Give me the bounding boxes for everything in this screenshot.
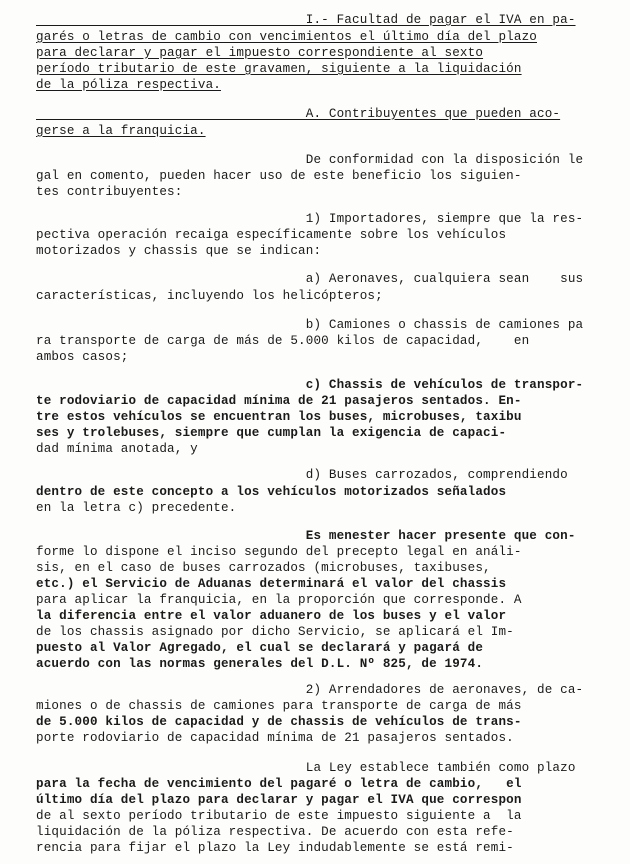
paragraph-line: liquidación de la póliza respectiva. De acuerdo con esta refe-	[36, 825, 514, 839]
paragraph-line: La Ley establece también como plazo	[36, 761, 576, 775]
item-2-line: porte rodoviario de capacidad mínima de 21 pasajeros sentados.	[36, 731, 514, 745]
paragraph-line: sis, en el caso de buses carrozados (microbuses, taxibuses,	[36, 561, 491, 575]
paragraph-line: De conformidad con la disposición le	[36, 153, 584, 167]
item-b-line: ra transporte de carga de más de 5.000 kilos de capacidad, en	[36, 334, 530, 348]
paragraph-line: para la fecha de vencimiento del pagaré o letra de cambio, el	[36, 777, 522, 791]
item-b-line: ambos casos;	[36, 350, 129, 364]
item-c-line: tre estos vehículos se encuentran los buses, microbuses, taxibu	[36, 410, 522, 424]
heading-line-3: para declarar y pagar el impuesto correspondiente al sexto	[36, 46, 484, 60]
heading-line-4: período tributario de este gravamen, siguiente a la liquidación	[36, 62, 522, 76]
subheading-line-2: gerse a la franquicia.	[36, 124, 206, 138]
item-b-line: b) Camiones o chassis de camiones pa	[36, 318, 584, 332]
heading-line-5: de la póliza respectiva.	[36, 78, 221, 92]
item-c-line: ses y trolebuses, siempre que cumplan la exigencia de capaci-	[36, 426, 507, 440]
item-1-line: motorizados y chassis que se indican:	[36, 244, 322, 258]
paragraph-line: Es menester hacer presente que con-	[36, 529, 576, 543]
item-d-line: d) Buses carrozados, comprendiendo	[36, 468, 568, 482]
paragraph-line: rencia para fijar el plazo la Ley indudablemente se está remi-	[36, 841, 514, 855]
paragraph-line: gal en comento, pueden hacer uso de este beneficio los siguien-	[36, 169, 522, 183]
item-d-line: en la letra c) precedente.	[36, 501, 237, 515]
paragraph-line: forme lo dispone el inciso segundo del precepto legal en análi-	[36, 545, 522, 559]
item-2-line: miones o de chassis de camiones para transporte de carga de más	[36, 699, 522, 713]
item-1-line: pectiva operación recaiga específicamente sobre los vehículos	[36, 228, 507, 242]
paragraph-line: puesto al Valor Agregado, el cual se declarará y pagará de	[36, 641, 484, 655]
paragraph-line: de al sexto período tributario de este impuesto siguiente a la	[36, 809, 522, 823]
subheading-line-1: A. Contribuyentes que pueden aco-	[36, 107, 561, 121]
item-a-line: a) Aeronaves, cualquiera sean sus	[36, 272, 584, 286]
item-c-line: c) Chassis de vehículos de transpor-	[36, 378, 584, 392]
item-d-line: dentro de este concepto a los vehículos motorizados señalados	[36, 485, 507, 499]
item-a-line: características, incluyendo los helicópteros;	[36, 289, 383, 303]
heading-line-2: garés o letras de cambio con vencimientos el último día del plazo	[36, 30, 537, 44]
paragraph-line: la diferencia entre el valor aduanero de los buses y el valor	[36, 609, 507, 623]
item-c-line: te rodoviario de capacidad mínima de 21 pasajeros sentados. En-	[36, 394, 522, 408]
paragraph-line: último día del plazo para declarar y pagar el IVA que correspon	[36, 793, 522, 807]
item-2-line: 2) Arrendadores de aeronaves, de ca-	[36, 683, 584, 697]
item-2-line: de 5.000 kilos de capacidad y de chassis de vehículos de trans-	[36, 715, 522, 729]
heading-line-1: I.- Facultad de pagar el IVA en pa-	[36, 13, 576, 27]
paragraph-line: para aplicar la franquicia, en la proporción que corresponde. A	[36, 593, 522, 607]
paragraph-line: tes contribuyentes:	[36, 185, 183, 199]
paragraph-line: acuerdo con las normas generales del D.L. Nº 825, de 1974.	[36, 657, 484, 671]
paragraph-line: de los chassis asignado por dicho Servicio, se aplicará el Im-	[36, 625, 514, 639]
item-1-line: 1) Importadores, siempre que la res-	[36, 212, 584, 226]
paragraph-line: etc.) el Servicio de Aduanas determinará el valor del chassis	[36, 577, 507, 591]
item-c-line: dad mínima anotada, y	[36, 442, 198, 456]
